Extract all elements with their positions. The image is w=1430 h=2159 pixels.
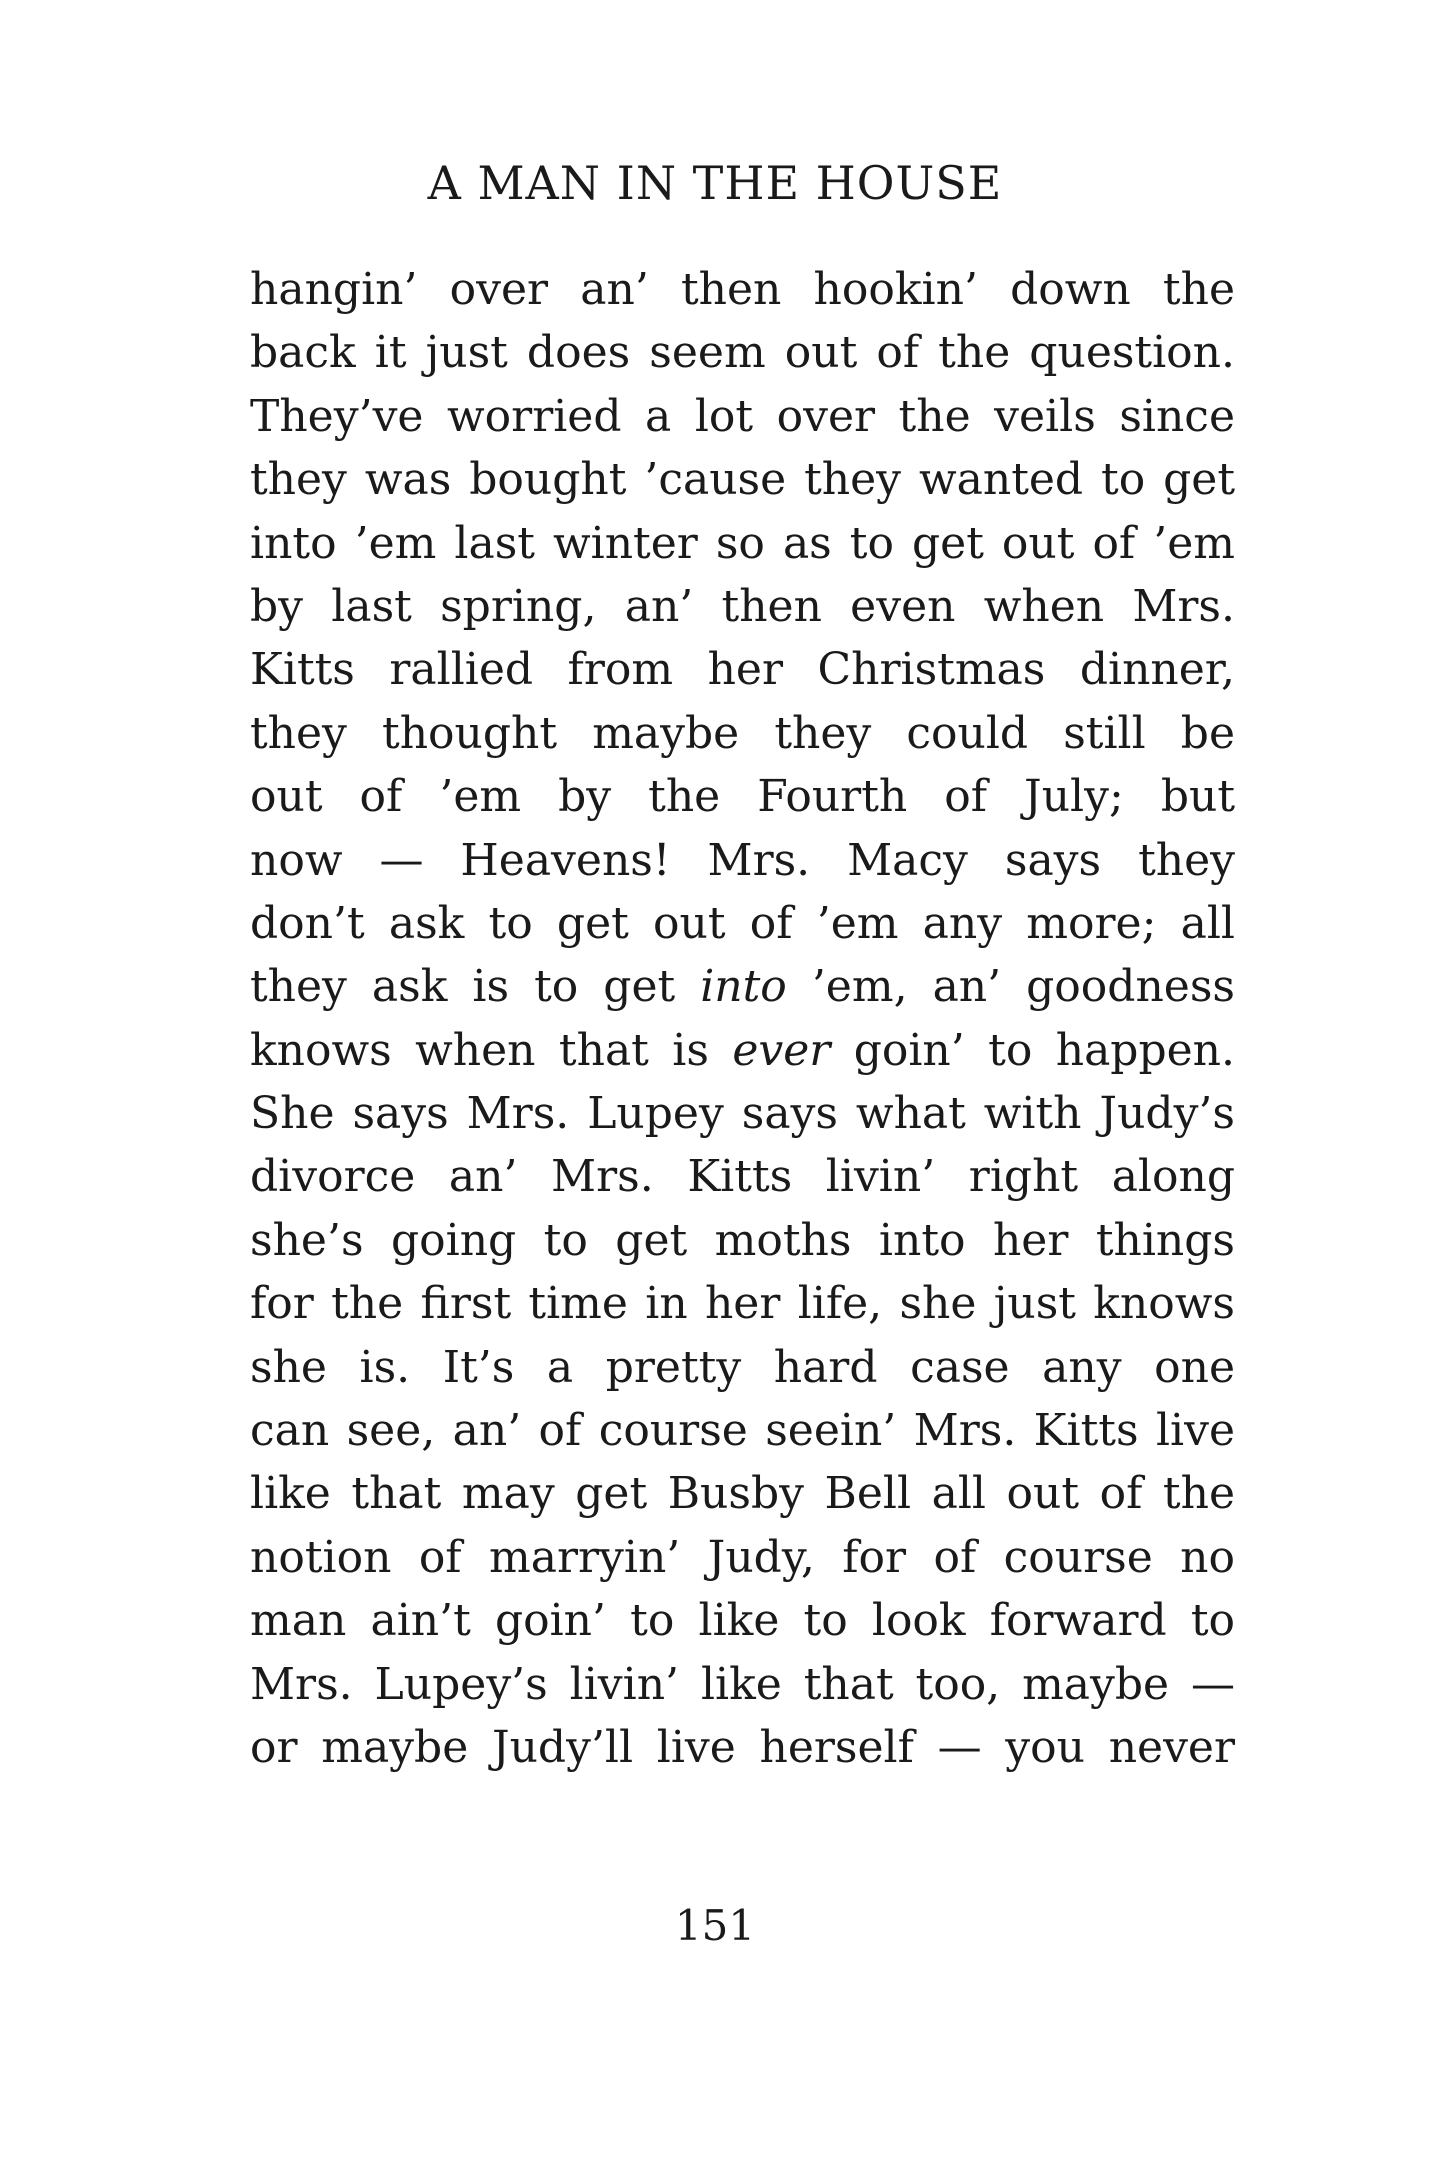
page-number: 151 [674, 1901, 756, 1950]
text-run: don’t ask to get out of ’em any more; all [250, 897, 1235, 949]
text-line [250, 1145, 1235, 1208]
text-run: for the first time in her life, she just knows [250, 1278, 1235, 1330]
text-line [250, 385, 1235, 448]
text-line [250, 1589, 1235, 1652]
text-run: they ask is to get [250, 961, 701, 1013]
text-run: Kitts rallied from her Christmas dinner, [250, 644, 1235, 696]
text-line [250, 638, 1235, 701]
text-line [250, 829, 1235, 892]
text-run: or maybe Judy’ll live herself — you never [250, 1721, 1235, 1773]
text-run: knows when that is [250, 1024, 733, 1076]
text-run: into ’em last winter so as to get out of ’em [250, 517, 1235, 569]
text-run: they thought maybe they could still be [250, 707, 1235, 759]
text-line [250, 1082, 1235, 1145]
text-run: ’em, an’ goodness [786, 961, 1235, 1013]
text-line [250, 1019, 1235, 1082]
body-text [250, 258, 1235, 1779]
text-run: now — Heavens! Mrs. Macy says they [250, 834, 1235, 886]
text-line [250, 892, 1235, 955]
text-run: They’ve worried a lot over the veils since [250, 390, 1235, 442]
italic-word: ever [732, 1024, 831, 1076]
text-run: back it just does seem out of the question. [250, 327, 1235, 379]
text-line [250, 575, 1235, 638]
italic-word: into [700, 961, 787, 1013]
text-line [250, 1399, 1235, 1462]
text-run: out of ’em by the Fourth of July; but [250, 771, 1235, 823]
text-line [250, 448, 1235, 511]
text-line [250, 1272, 1235, 1335]
text-line [250, 321, 1235, 384]
text-line [250, 1209, 1235, 1272]
text-line [250, 1526, 1235, 1589]
text-line [250, 1716, 1235, 1779]
text-line [250, 1336, 1235, 1399]
text-run: notion of marryin’ Judy, for of course no [250, 1531, 1235, 1583]
text-run: Mrs. Lupey’s livin’ like that too, maybe — [250, 1658, 1235, 1710]
text-line [250, 765, 1235, 828]
text-run: divorce an’ Mrs. Kitts livin’ right along [250, 1151, 1235, 1203]
text-run: man ain’t goin’ to like to look forward to [250, 1595, 1235, 1647]
text-run: she’s going to get moths into her things [250, 1214, 1235, 1266]
running-head: A MAN IN THE HOUSE [427, 156, 1003, 210]
text-run: She says Mrs. Lupey says what with Judy’s [250, 1088, 1235, 1140]
text-line [250, 1462, 1235, 1525]
text-run: by last spring, an’ then even when Mrs. [250, 580, 1235, 632]
text-run: she is. It’s a pretty hard case any one [250, 1341, 1235, 1393]
text-line [250, 702, 1235, 765]
text-run: goin’ to happen. [830, 1024, 1236, 1076]
text-run: hangin’ over an’ then hookin’ down the [250, 264, 1235, 315]
text-line [250, 512, 1235, 575]
text-line [250, 1653, 1235, 1716]
text-run: can see, an’ of course seein’ Mrs. Kitts live [250, 1405, 1235, 1457]
text-line [250, 955, 1235, 1018]
text-run: like that may get Busby Bell all out of the [250, 1468, 1235, 1520]
text-line [250, 258, 1235, 321]
text-run: they was bought ’cause they wanted to get [250, 454, 1235, 506]
